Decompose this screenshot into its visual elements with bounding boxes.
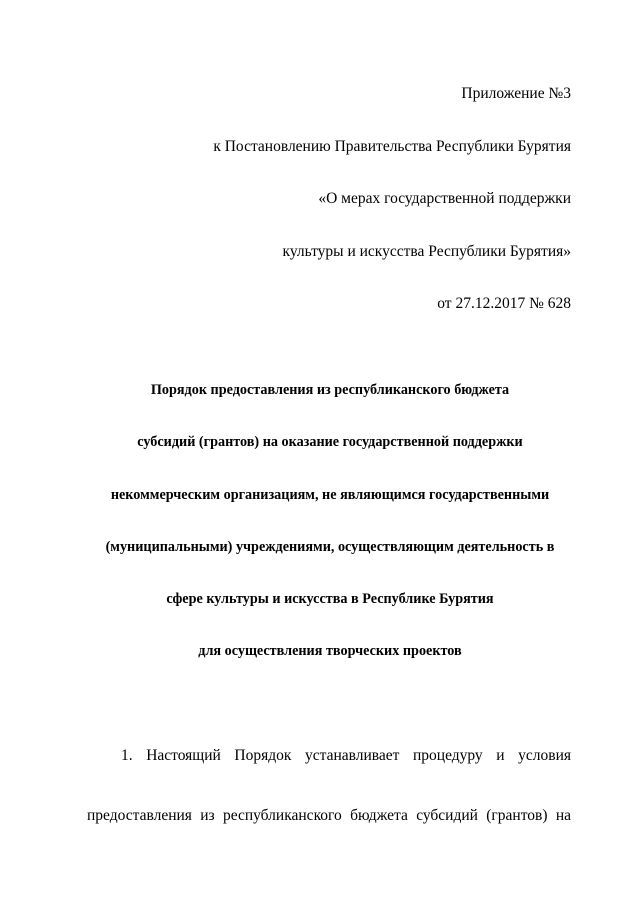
annex-number: Приложение №3	[461, 85, 571, 102]
title-line-4: (муниципальными) учреждениями, осуществляющим деятельность в	[105, 538, 555, 555]
title-line-3: некоммерческим организациям, не являющимся государственными	[110, 486, 550, 503]
annex-resolution-title-2: культуры и искусства Республики Бурятия»	[282, 242, 571, 260]
annex-resolution-ref: к Постановлению Правительства Республики Бурятия	[213, 137, 571, 155]
document-title	[70, 364, 590, 678]
annex-header	[213, 68, 571, 331]
annex-resolution-title-1: «О мерах государственной поддержки	[318, 190, 571, 207]
annex-resolution-date: от 27.12.2017 № 628	[437, 295, 571, 312]
title-line-1: Порядок предоставления из республиканского бюджета	[150, 382, 510, 398]
title-line-5: сфере культуры и искусства в Республике Бурятия	[166, 591, 494, 608]
title-line-2: субсидий (грантов) на оказание государственной поддержки	[137, 434, 523, 451]
title-line-6: для осуществления творческих проектов	[198, 643, 462, 660]
paragraph-line-1: 1. Настоящий Порядок устанавливает процедуру и условия	[121, 747, 571, 764]
paragraph-line-2: предоставления из республиканского бюджета субсидий (грантов) на	[87, 807, 571, 824]
body-paragraph-1	[87, 726, 571, 846]
